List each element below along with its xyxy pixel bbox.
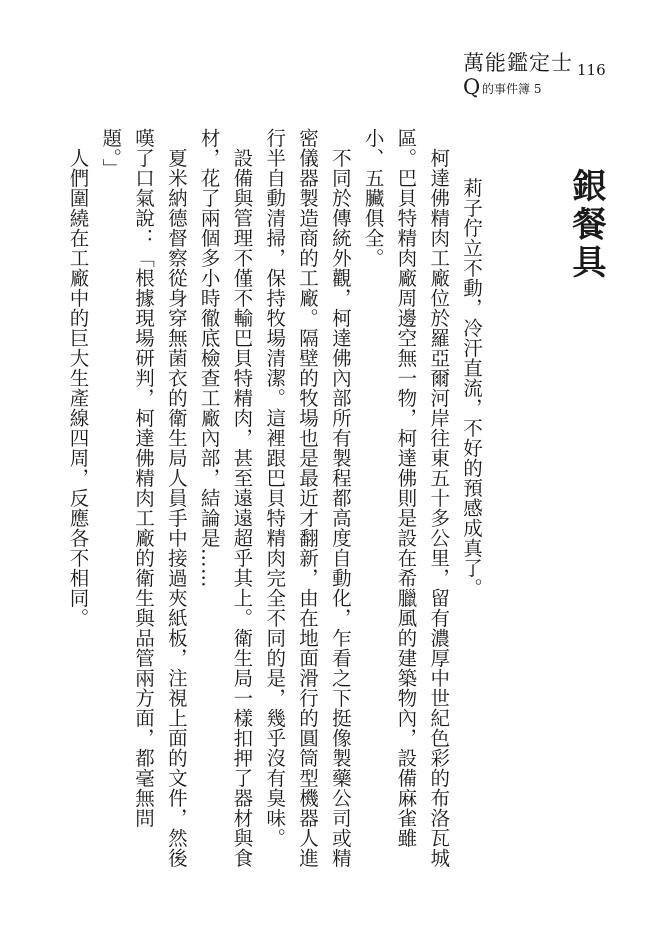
page-number: 116 <box>577 61 606 79</box>
chapter-title: 銀餐具 <box>566 168 606 282</box>
paragraph: 夏米納德督察從身穿無菌衣的衛生局人員手中接過夾紙板，注視上面的文件，然後嘆了口氣說：「根據現場研判，柯達佛精肉工廠的衛生與品管兩方面，都毫無問題。」 <box>99 128 188 868</box>
paragraph: 不同於傳統外觀，柯達佛內部所有製程都高度自動化，乍看之下挺像製藥公司或精密儀器製造商的工廠。隔壁的牧場也是最近才翻新，由在地面滑行的圓筒型機器人進行半自動清掃，保持牧場清潔。這裡跟巴貝特精肉完全不同的是，幾乎沒有臭味。 <box>263 128 352 868</box>
paragraph: 柯達佛精肉工廠位於羅亞爾河岸往東五十多公里，留有濃厚中世紀色彩的布洛瓦城區。巴貝特精肉廠周邊空無一物，柯達佛則是設在希臘風的建築物內，設備麻雀雖小、五臟俱全。 <box>361 128 451 868</box>
series-letter: Q <box>463 75 481 99</box>
paragraph: 莉子佇立不動，冷汗直流，不好的預感成真了。 <box>460 177 483 598</box>
paragraph: 人們圍繞在工廠中的巨大生產線四周，反應各不相同。 <box>66 147 90 628</box>
book-title: 萬能鑑定士 <box>463 51 573 75</box>
series-subtitle: 的事件簿 5 <box>482 82 542 96</box>
body-text <box>66 128 487 868</box>
paragraph: 設備與管理不僅不輸巴貝特精肉，甚至遠遠超乎其上。衛生局一樣扣押了器材與食材，花了兩個多小時徹底檢查工廠內部，結論是…… <box>197 128 254 868</box>
